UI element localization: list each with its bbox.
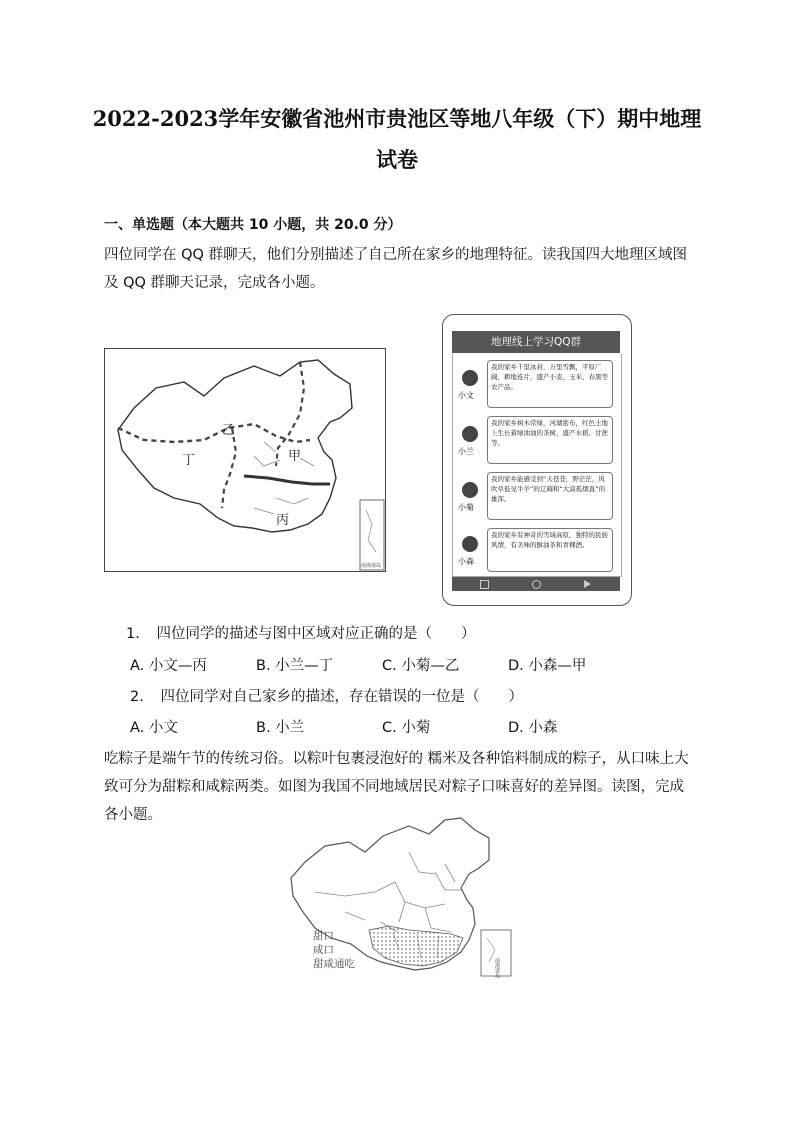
exam-title-line1: 2022-2023学年安徽省池州市贵池区等地八年级（下）期中地理 xyxy=(92,106,702,131)
region-label-yi: 乙 xyxy=(222,423,236,438)
chat-bubble: 我的家乡能感受到“天苍苍，野茫茫，风吹草低见牛羊”的辽阔和“大漠孤烟直”的雄浑。 xyxy=(487,472,613,520)
option[interactable]: D. 小森—甲 xyxy=(508,658,587,674)
legend-both: 甜咸通吃 xyxy=(313,958,355,970)
legend-salty: 咸口 xyxy=(313,944,334,956)
chat-message xyxy=(453,358,621,412)
south-sea-inset xyxy=(360,500,384,570)
chat-bubble: 我的家乡有神奇的雪域高原，独特的民族风情，有美味的酥油茶和青稞酒。 xyxy=(487,528,613,572)
inset-label: 南海诸岛 xyxy=(494,958,500,978)
chat-name: 小文 xyxy=(458,391,474,400)
phone-frame xyxy=(442,314,632,606)
question-stem: 四位同学对自己家乡的描述，存在错误的一位是（ ） xyxy=(160,689,523,705)
option[interactable]: B. 小兰 xyxy=(256,720,305,736)
question-1 xyxy=(126,622,475,643)
back-icon[interactable] xyxy=(480,580,489,589)
chat-name: 小森 xyxy=(458,557,474,566)
option[interactable]: A. 小文 xyxy=(130,720,178,736)
avatar xyxy=(462,536,478,552)
options-2 xyxy=(130,716,630,738)
option[interactable]: C. 小菊 xyxy=(382,720,431,736)
question-number: 1. xyxy=(126,626,140,642)
option[interactable]: C. 小菊—乙 xyxy=(382,658,460,674)
chat-message xyxy=(453,414,621,468)
zongzi-taste-map xyxy=(285,812,515,982)
question-2 xyxy=(130,685,523,706)
chat-name: 小兰 xyxy=(458,447,474,456)
region-label-jia: 甲 xyxy=(288,449,302,464)
chat-bubble: 我的家乡树木常绿，河湖密布，红色土地上生长着绿油油的茶树，盛产水稻、甘蔗等。 xyxy=(487,416,613,464)
chat-message xyxy=(453,470,621,524)
chat-area xyxy=(452,354,622,577)
question-number: 2. xyxy=(130,689,144,705)
region-label-bing: 丙 xyxy=(276,513,290,528)
passage-1: 四位同学在 QQ 群聊天，他们分别描述了自己所在家乡的地理特征。读我国四大地理区域图及 QQ 群聊天记录，完成各小题。 xyxy=(104,247,688,291)
legend-sweet: 甜口 xyxy=(313,930,334,942)
chat-header: 地理线上学习QQ群 xyxy=(452,331,620,353)
inset-label: 南海诸岛 xyxy=(361,563,382,569)
chat-bubble: 我的家乡千里冰封，万里雪飘，平原广阔，耕地连片，盛产小麦、玉米、春黑等农产品。 xyxy=(487,360,613,408)
passage-2: 吃粽子是端午节的传统习俗。以粽叶包裹浸泡好的 糯米及各种馅料制成的粽子，从口味上大致可分为甜粽和咸粽两类。如图为我国不同地域居民对粽子口味喜好的差异图。读图，完成各小题。 xyxy=(104,751,689,823)
home-icon[interactable] xyxy=(532,580,541,589)
menu-icon[interactable] xyxy=(584,580,591,588)
section-heading: 一、单选题（本大题共 10 小题，共 20.0 分） xyxy=(104,217,402,233)
exam-title-line2: 试卷 xyxy=(376,147,418,172)
avatar xyxy=(462,426,478,442)
option[interactable]: D. 小森 xyxy=(508,720,558,736)
phone-nav-bar xyxy=(452,577,620,591)
china-regions-map xyxy=(104,348,386,572)
avatar xyxy=(462,482,478,498)
chat-name: 小菊 xyxy=(458,503,474,512)
options-1 xyxy=(130,654,630,676)
question-stem: 四位同学的描述与图中区域对应正确的是（ ） xyxy=(156,626,476,642)
avatar xyxy=(462,370,478,386)
region-label-ding: 丁 xyxy=(182,453,196,468)
chat-message xyxy=(453,526,621,576)
option[interactable]: A. 小文—丙 xyxy=(130,658,207,674)
option[interactable]: B. 小兰—丁 xyxy=(256,658,334,674)
